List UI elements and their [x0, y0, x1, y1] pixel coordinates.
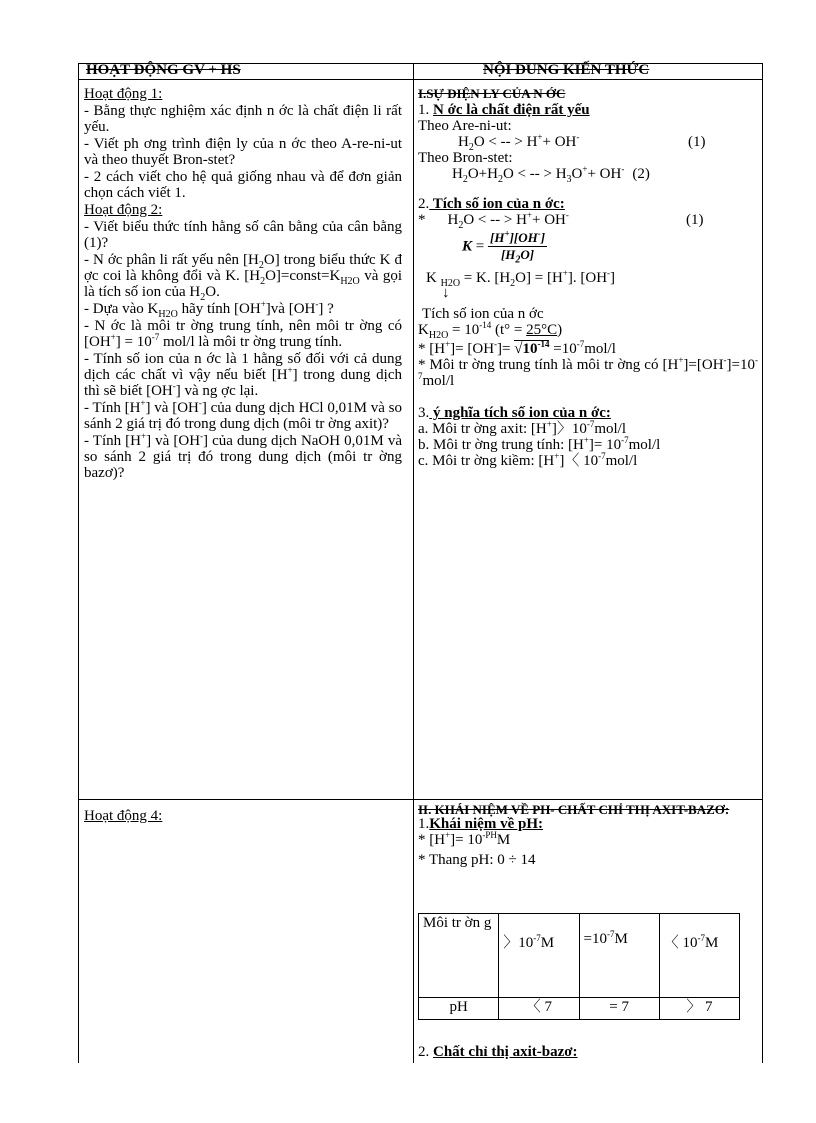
equation-1: $H_2O$ < -- > H++ OH- (1) — [458, 132, 706, 153]
table-right-border — [762, 63, 763, 1063]
table-left-border — [78, 63, 79, 1063]
right-ph-cell — [418, 803, 758, 868]
neutral-definition: * Môi tr ờng trung tính là môi tr ờng có $[H^+]=[OH^-]=10^{-7}mol/l$ — [418, 355, 758, 389]
subsection-2-1: 1.Khái niệm về pH: — [418, 816, 544, 832]
ph-definition: * $[H^+]= 10^{-PH}M$ — [418, 830, 511, 848]
ion-product-label: Tích số ion của n ớc — [422, 306, 544, 322]
theo-bronsted: Theo Bron-stet: — [418, 150, 513, 166]
left-activities-cell — [84, 86, 402, 482]
header-left: HOẠT ĐỘNG GV + HS — [86, 62, 241, 78]
row-divider — [78, 799, 763, 800]
activity-2-p8: - Tính số ion của n ớc là 1 hằng số đối với cả dung dịch các chất vì vậy nếu biết [H+] trong dung dịch thì sẽ biết [OH-] và ng ợc lại. — [84, 351, 402, 399]
activity-2-p10: - Tính [H+] và [OH-] của dung dịch NaOH 0,01M và so sánh 2 giá trị đó trong dung dịch (môi tr ờng bazơ)? — [84, 431, 402, 481]
table-cell-ph: pH — [419, 998, 499, 1020]
subsection-1-2: 2. Tích số ion của n ớc: — [418, 196, 565, 212]
meaning-c: c. Môi tr ờng kiềm: [H+]〈 $10^{-7}mol/l$ — [418, 451, 638, 469]
header-right: NỘI DUNG KIẾN THỨC — [483, 62, 650, 78]
table-cell-neutral-ph: = 7 — [579, 998, 659, 1020]
table-row — [419, 914, 740, 998]
activity-1-p2: - Viết ph ơng trình điện ly của n ớc theo A-re-ni-ut và theo thuyết Bron-stet? — [84, 136, 402, 168]
kw-relation: K $_{H2O}$ = K. $[H_2O] = [H^+]$. [OH-] — [426, 268, 616, 289]
activity-1-p1: - Bằng thực nghiệm xác định n ớc là chất điện li rất yếu. — [84, 103, 402, 135]
header-bottom-border — [78, 79, 763, 80]
meaning-a: a. Môi tr ờng axit: [H+]〉$10^{-7}mol/l$ — [418, 419, 626, 437]
activity-2-p4: - Viết biểu thức tính hằng số cân bằng của cân bằng (1)? — [84, 219, 402, 251]
activity-2-p6: - Dựa vào $K_{H2O}$ hãy tính [OH+]và [OH-] ? — [84, 299, 334, 320]
activity-2-p5: - N ớc phân li rất yếu nên $[H_2O]$ trong biểu thức K đ ợc coi là không đổi và K. $[H_2O]=const=K_{H2O}$ và gọi là tích số ion của $H_2O$. — [84, 252, 402, 303]
right-knowledge-cell — [418, 86, 758, 469]
subsection-2-2: 2. Chất chỉ thị axit-bazơ: — [418, 1044, 578, 1060]
k-expression: K = $\frac{[H^+][OH^-]}{[H_2O]}$ — [462, 228, 546, 266]
table-cell-base-ph: 〉 7 — [659, 998, 739, 1020]
meaning-b: b. Môi tr ờng trung tính: $[H^+]= 10^{-7}mol/l$ — [418, 435, 661, 453]
table-header-base: 〈 $10^{-7}M$ — [659, 914, 739, 998]
ph-table — [418, 913, 740, 1020]
equation-3: * $H_2O$ < -- > H++ OH- (1) — [418, 210, 704, 231]
table-middle-border — [413, 63, 414, 1063]
subsection-1-3: 3. ý nghĩa tích số ion của n ớc: — [418, 405, 611, 421]
equation-4: * $[H^+]= [OH^-]= √10^{-14} =10^{-7}mol/l$ — [418, 339, 616, 357]
down-arrow-icon: ↓ — [442, 285, 450, 301]
table-header-acid: 〉$10^{-7}M$ — [499, 914, 579, 998]
theo-arrhenius: Theo Are-ni-ut: — [418, 118, 512, 134]
table-header-environment: Môi tr ờn g — [419, 914, 499, 998]
section-2-title: II. KHÁI NIỆM VỀ PH- CHẤT CHỈ THỊ AXIT-BAZƠ: — [418, 802, 730, 817]
table-header-neutral: $=10^{-7}M$ — [579, 914, 659, 998]
activity-1-p3: - 2 cách viết cho hệ quả giống nhau và để đơn giản chọn cách viết 1. — [84, 169, 402, 201]
activity-4-title: Hoạt động 4: — [84, 808, 163, 824]
activity-2-title: Hoạt động 2: — [84, 202, 163, 218]
table-row — [419, 998, 740, 1020]
ph-scale: * Thang pH: 0 ÷ 14 — [418, 852, 536, 868]
k-fraction: $\frac{[H^+][OH^-]}{[H_2O]}$ — [489, 228, 546, 266]
section-1-title: I.SỰ ĐIỆN LY CỦA N ỚC — [418, 86, 566, 101]
kw-value: $K_{H2O} = 10^{-14}$ (t° = 25°C) — [418, 320, 563, 341]
activity-2-p9: - Tính [H+] và [OH-] của dung dịch HCl 0,01M và so sánh 2 giá trị đó trong dung dịch (môi tr ờng axit)? — [84, 398, 402, 432]
activity-1-title: Hoạt động 1: — [84, 86, 163, 102]
activity-2-p7: - N ớc là môi tr ờng trung tính, nên môi tr ờng có $[OH^+] = 10^{-7}$ mol/l là môi tr ờng trung tính. — [84, 318, 402, 350]
equation-2: $H_2O+H_2O$ < -- > $H_3O^++ OH^-$ (2) — [452, 164, 650, 185]
table-cell-acid-ph: 〈 7 — [499, 998, 579, 1020]
subsection-1-1: 1. N ớc là chất điện rất yếu — [418, 102, 590, 118]
